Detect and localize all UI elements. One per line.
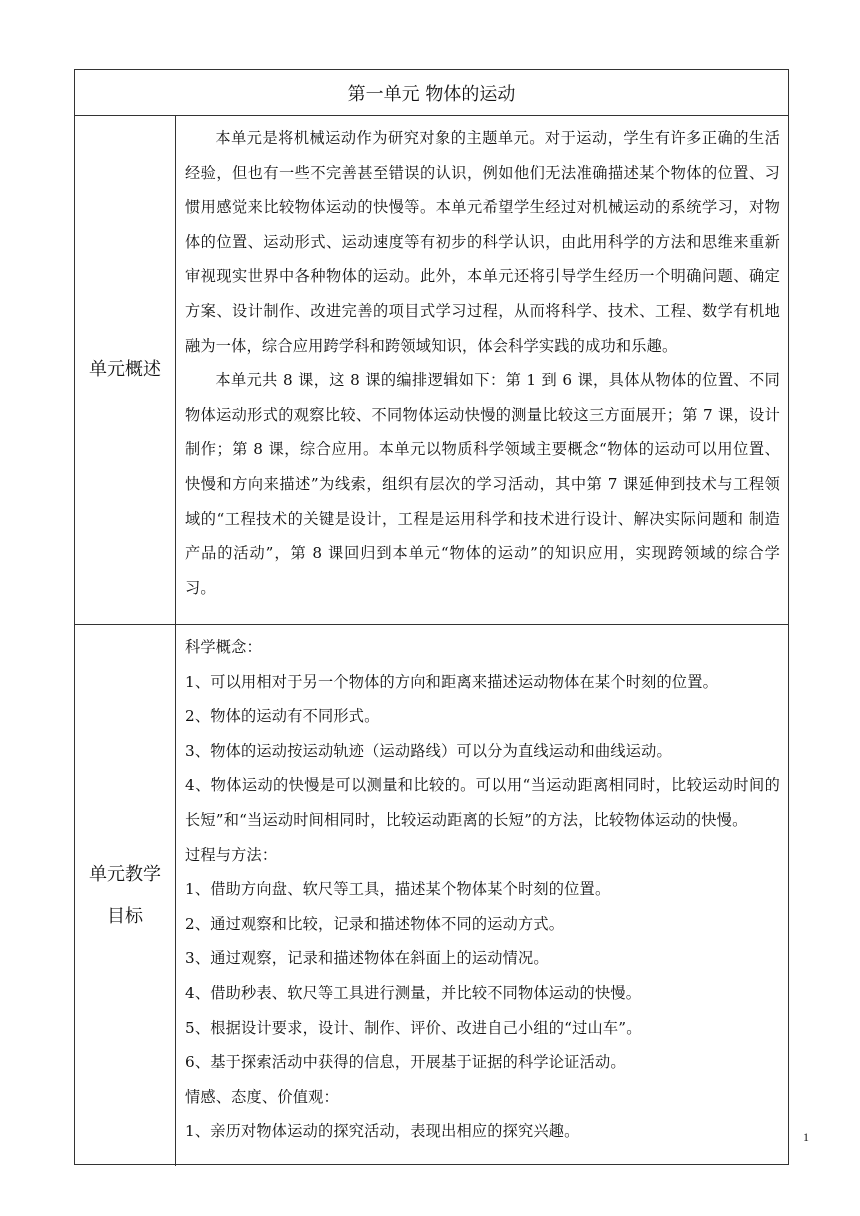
overview-content [176,116,788,624]
goals-label-line: 单元教学 [89,863,161,885]
goal-item: 5、根据设计要求，设计、制作、评价、改进自己小组的“过山车”。 [185,1018,642,1037]
goal-item: 1、借助方向盘、软尺等工具，描述某个物体某个时刻的位置。 [185,880,611,899]
goal-item: 1、亲历对物体运动的探究活动，表现出相应的探究兴趣。 [185,1122,580,1141]
overview-label-cell [75,116,176,624]
goal-item: 2、物体的运动有不同形式。 [185,707,380,726]
table-title-row [75,70,788,116]
goal-item: 4、物体运动的快慢是可以测量和比较的。可以用“当运动距离相同时，比较运动时间的长短”和“当运动时间相同时，比较运动距离的长短”的方法，比较物体运动的快慢。 [185,776,780,829]
overview-paragraph: 本单元共 8 课，这 8 课的编排逻辑如下：第 1 到 6 课，具体从物体的位置、不同物体运动形式的观察比较、不同物体运动快慢的测量比较这三方面展开；第 7 课，设计制作；第 8 课，综合应用。本单元以物质科学领域主要概念“物体的运动可以用位置、快慢和方向来描述”为线索，组织有层次的学习活动，其中第 7 课延伸到技术与工程领域的“工程技术的关键是设计，工程是运用科学和技术进行设计、解决实际问题和 制造产品的活动”，第 8 课回归到本单元“物体的运动”的知识应用，实现跨领域的综合学习。 [185,371,780,597]
goals-label-cell [75,625,176,1166]
goal-item: 3、物体的运动按运动轨迹（运动路线）可以分为直线运动和曲线运动。 [185,741,672,760]
unit-title: 第一单元 物体的运动 [347,83,516,105]
goal-item: 3、通过观察，记录和描述物体在斜面上的运动情况。 [185,949,549,968]
page-number: 1 [803,1130,809,1144]
goals-content [176,625,788,1166]
overview-row [75,116,788,625]
goals-row [75,625,788,1166]
goal-item: 1、可以用相对于另一个物体的方向和距离来描述运动物体在某个时刻的位置。 [185,672,719,691]
goals-label-line: 目标 [107,905,143,927]
goal-heading: 过程与方法： [185,845,278,864]
goal-heading: 情感、态度、价值观： [185,1087,339,1106]
goal-item: 4、借助秒表、软尺等工具进行测量，并比较不同物体运动的快慢。 [185,983,642,1002]
goal-heading: 科学概念： [185,638,262,656]
unit-table [74,69,789,1165]
overview-label: 单元概述 [89,359,161,380]
goal-item: 6、基于探索活动中获得的信息，开展基于证据的科学论证活动。 [185,1053,626,1072]
goal-item: 2、通过观察和比较，记录和描述物体不同的运动方式。 [185,914,565,933]
goals-label [89,854,161,938]
overview-paragraph: 本单元是将机械运动作为研究对象的主题单元。对于运动，学生有许多正确的生活经验，但也有一些不完善甚至错误的认识，例如他们无法准确描述某个物体的位置、习惯用感觉来比较物体运动的快慢等。本单元希望学生经过对机械运动的系统学习，对物体的位置、运动形式、运动速度等有初步的科学认识，由此用科学的方法和思维来重新审视现实世界中各种物体的运动。此外，本单元还将引导学生经历一个明确问题、确定方案、设计制作、改进完善的项目式学习过程，从而将科学、技术、工程、数学有机地融为一体，综合应用跨学科和跨领域知识，体会科学实践的成功和乐趣。 [185,129,780,355]
